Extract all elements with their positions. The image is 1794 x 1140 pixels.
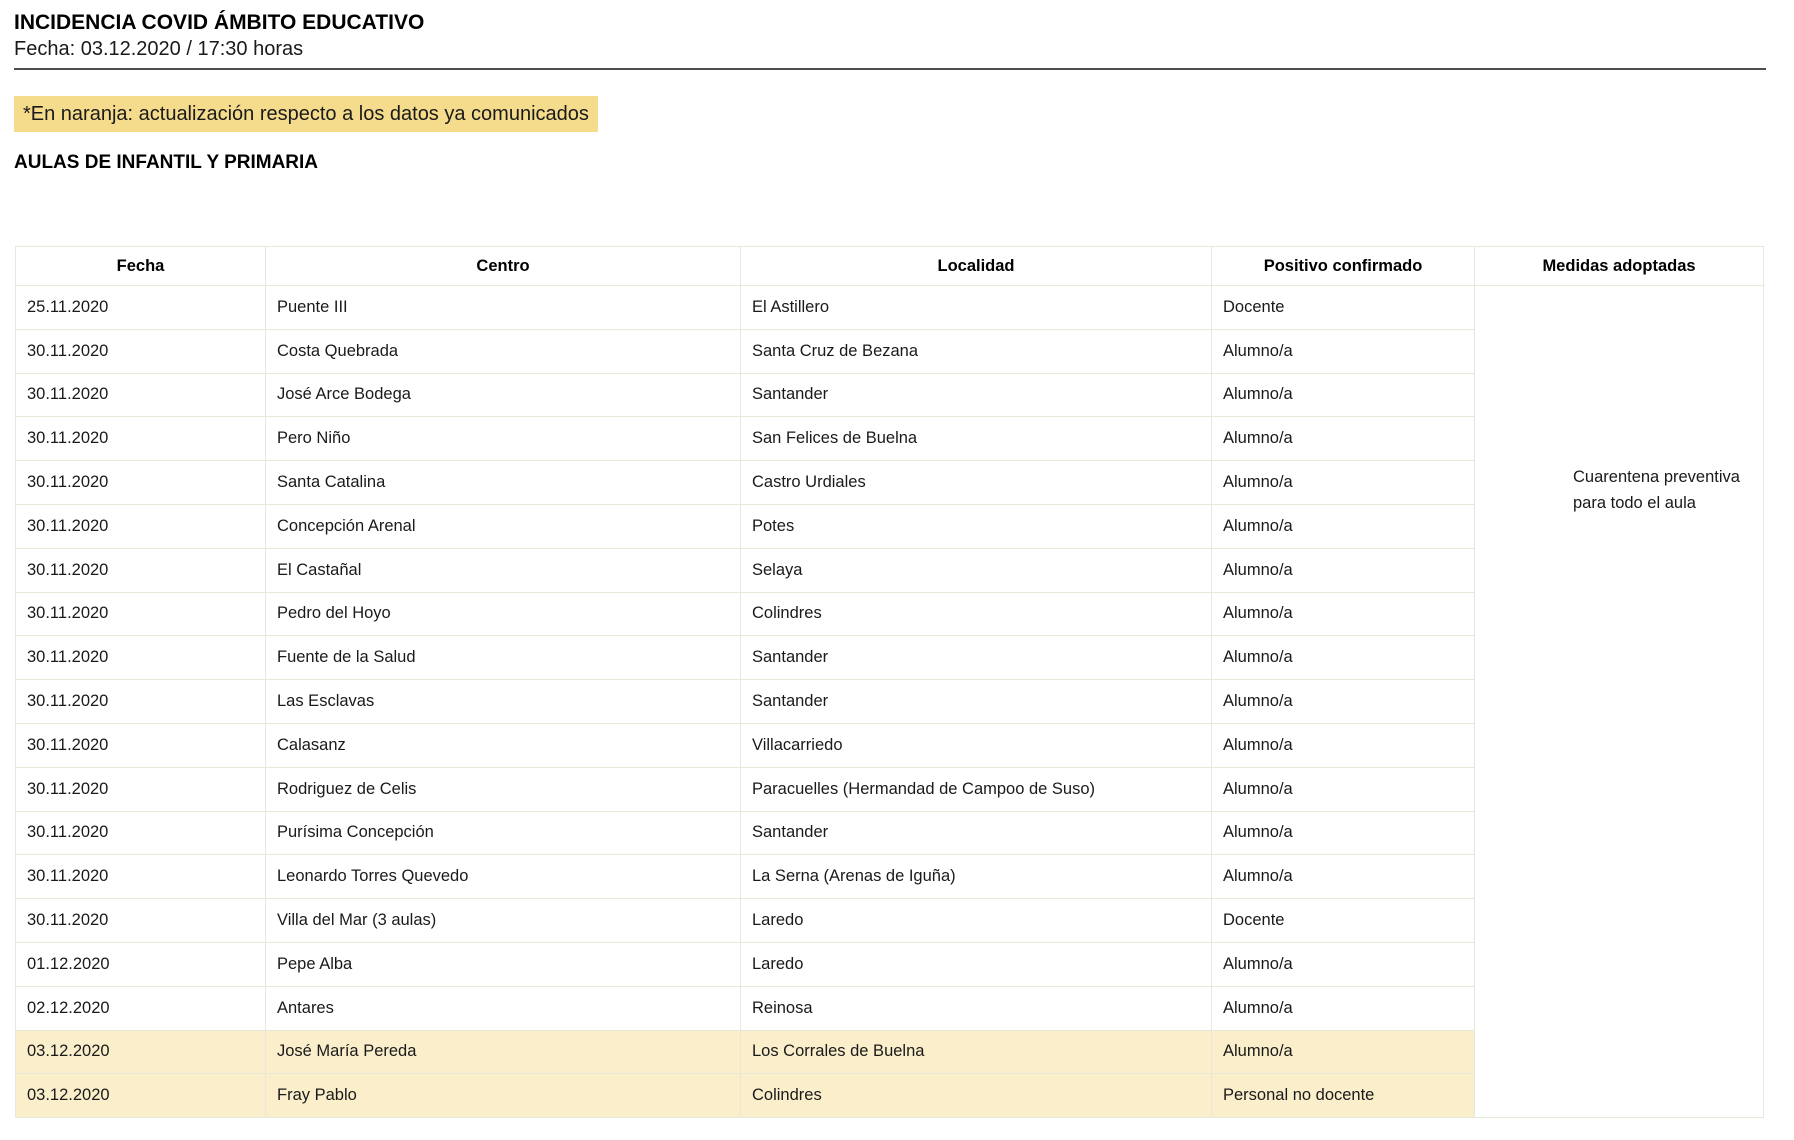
note-highlight: *En naranja: actualización respecto a los datos ya comunicados bbox=[14, 96, 598, 132]
cell-positivo: Alumno/a bbox=[1212, 636, 1475, 680]
cell-positivo: Alumno/a bbox=[1212, 417, 1475, 461]
cell-localidad: Laredo bbox=[741, 942, 1212, 986]
cell-centro: Puente III bbox=[266, 286, 741, 330]
table-body bbox=[16, 286, 1764, 1118]
cell-fecha: 02.12.2020 bbox=[16, 986, 266, 1030]
cell-localidad: Castro Urdiales bbox=[741, 461, 1212, 505]
section-title: AULAS DE INFANTIL Y PRIMARIA bbox=[14, 152, 319, 173]
cell-positivo: Alumno/a bbox=[1212, 504, 1475, 548]
cell-localidad: Villacarriedo bbox=[741, 723, 1212, 767]
cell-fecha: 01.12.2020 bbox=[16, 942, 266, 986]
measures-note: Cuarentena preventiva para todo el aula bbox=[1573, 468, 1740, 512]
cell-localidad: Los Corrales de Buelna bbox=[741, 1030, 1212, 1074]
cell-centro: José María Pereda bbox=[266, 1030, 741, 1074]
cell-positivo: Alumno/a bbox=[1212, 461, 1475, 505]
cell-positivo: Alumno/a bbox=[1212, 329, 1475, 373]
cell-centro: Costa Quebrada bbox=[266, 329, 741, 373]
cell-localidad: El Astillero bbox=[741, 286, 1212, 330]
cell-positivo: Alumno/a bbox=[1212, 680, 1475, 724]
cell-fecha: 30.11.2020 bbox=[16, 680, 266, 724]
cell-positivo: Alumno/a bbox=[1212, 767, 1475, 811]
cell-positivo: Alumno/a bbox=[1212, 592, 1475, 636]
cell-fecha: 30.11.2020 bbox=[16, 592, 266, 636]
cell-fecha: 30.11.2020 bbox=[16, 461, 266, 505]
cell-centro: Fuente de la Salud bbox=[266, 636, 741, 680]
cell-fecha: 30.11.2020 bbox=[16, 636, 266, 680]
cell-centro: Concepción Arenal bbox=[266, 504, 741, 548]
table-header-row bbox=[16, 247, 1764, 286]
cell-centro: Leonardo Torres Quevedo bbox=[266, 855, 741, 899]
column-header-medidas: Medidas adoptadas bbox=[1475, 247, 1764, 286]
cell-fecha: 03.12.2020 bbox=[16, 1030, 266, 1074]
cell-positivo: Docente bbox=[1212, 899, 1475, 943]
cell-fecha: 03.12.2020 bbox=[16, 1074, 266, 1118]
cell-centro: Pepe Alba bbox=[266, 942, 741, 986]
cell-localidad: San Felices de Buelna bbox=[741, 417, 1212, 461]
cell-centro: Pero Niño bbox=[266, 417, 741, 461]
column-header-centro: Centro bbox=[266, 247, 741, 286]
cell-centro: Rodriguez de Celis bbox=[266, 767, 741, 811]
cell-fecha: 30.11.2020 bbox=[16, 855, 266, 899]
cell-centro: Villa del Mar (3 aulas) bbox=[266, 899, 741, 943]
cell-positivo: Docente bbox=[1212, 286, 1475, 330]
cell-fecha: 30.11.2020 bbox=[16, 417, 266, 461]
incidents-table bbox=[15, 246, 1764, 1118]
cell-centro: Las Esclavas bbox=[266, 680, 741, 724]
cell-localidad: Colindres bbox=[741, 592, 1212, 636]
measures-cell bbox=[1475, 286, 1764, 1118]
cell-positivo: Alumno/a bbox=[1212, 986, 1475, 1030]
cell-localidad: La Serna (Arenas de Iguña) bbox=[741, 855, 1212, 899]
cell-centro: Antares bbox=[266, 986, 741, 1030]
cell-positivo: Alumno/a bbox=[1212, 1030, 1475, 1074]
cell-positivo: Alumno/a bbox=[1212, 942, 1475, 986]
cell-fecha: 30.11.2020 bbox=[16, 811, 266, 855]
cell-positivo: Alumno/a bbox=[1212, 855, 1475, 899]
cell-fecha: 30.11.2020 bbox=[16, 899, 266, 943]
cell-fecha: 25.11.2020 bbox=[16, 286, 266, 330]
cell-localidad: Paracuelles (Hermandad de Campoo de Suso) bbox=[741, 767, 1212, 811]
cell-fecha: 30.11.2020 bbox=[16, 767, 266, 811]
cell-localidad: Potes bbox=[741, 504, 1212, 548]
cell-localidad: Reinosa bbox=[741, 986, 1212, 1030]
cell-localidad: Santander bbox=[741, 811, 1212, 855]
cell-fecha: 30.11.2020 bbox=[16, 548, 266, 592]
cell-localidad: Colindres bbox=[741, 1074, 1212, 1118]
header-divider bbox=[14, 68, 1766, 70]
cell-localidad: Santander bbox=[741, 680, 1212, 724]
cell-centro: Fray Pablo bbox=[266, 1074, 741, 1118]
cell-positivo: Personal no docente bbox=[1212, 1074, 1475, 1118]
column-header-localidad: Localidad bbox=[741, 247, 1212, 286]
cell-centro: Pedro del Hoyo bbox=[266, 592, 741, 636]
cell-centro: El Castañal bbox=[266, 548, 741, 592]
cell-centro: Santa Catalina bbox=[266, 461, 741, 505]
column-header-fecha: Fecha bbox=[16, 247, 266, 286]
cell-positivo: Alumno/a bbox=[1212, 373, 1475, 417]
cell-positivo: Alumno/a bbox=[1212, 548, 1475, 592]
cell-localidad: Selaya bbox=[741, 548, 1212, 592]
cell-fecha: 30.11.2020 bbox=[16, 329, 266, 373]
cell-fecha: 30.11.2020 bbox=[16, 373, 266, 417]
column-header-positivo: Positivo confirmado bbox=[1212, 247, 1475, 286]
cell-localidad: Santa Cruz de Bezana bbox=[741, 329, 1212, 373]
cell-fecha: 30.11.2020 bbox=[16, 504, 266, 548]
cell-fecha: 30.11.2020 bbox=[16, 723, 266, 767]
cell-positivo: Alumno/a bbox=[1212, 811, 1475, 855]
cell-localidad: Laredo bbox=[741, 899, 1212, 943]
table-row bbox=[16, 286, 1764, 330]
page-title: INCIDENCIA COVID ÁMBITO EDUCATIVO bbox=[14, 11, 425, 34]
cell-centro: Calasanz bbox=[266, 723, 741, 767]
cell-localidad: Santander bbox=[741, 373, 1212, 417]
date-line: Fecha: 03.12.2020 / 17:30 horas bbox=[14, 38, 304, 60]
cell-positivo: Alumno/a bbox=[1212, 723, 1475, 767]
cell-centro: José Arce Bodega bbox=[266, 373, 741, 417]
cell-centro: Purísima Concepción bbox=[266, 811, 741, 855]
cell-localidad: Santander bbox=[741, 636, 1212, 680]
